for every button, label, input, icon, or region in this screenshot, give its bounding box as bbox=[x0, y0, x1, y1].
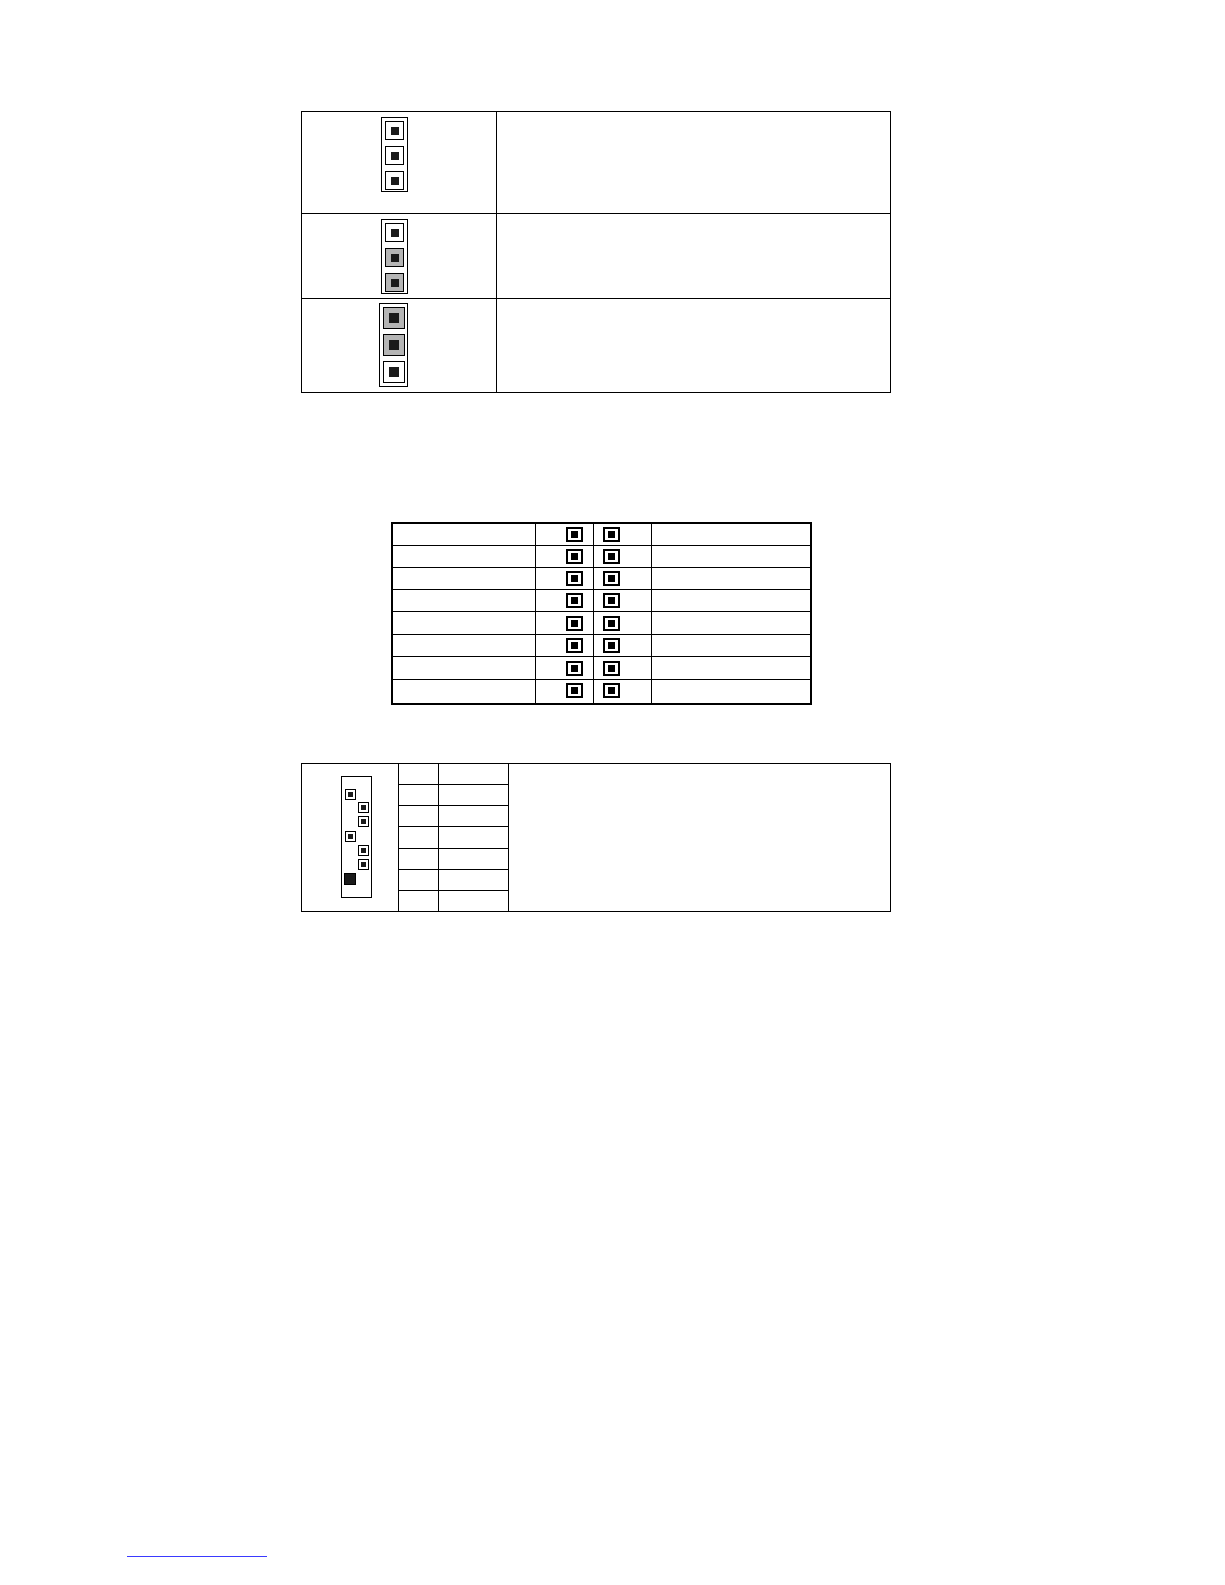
column-divider bbox=[398, 764, 399, 911]
connector-pin bbox=[358, 845, 369, 856]
connector-pin bbox=[358, 802, 369, 813]
pin-header-row bbox=[393, 568, 810, 590]
pin-header-row bbox=[393, 658, 810, 680]
jumper-pin bbox=[385, 171, 404, 190]
connector-pin bbox=[358, 816, 369, 827]
header-pin bbox=[566, 683, 583, 698]
row-divider bbox=[398, 869, 508, 870]
column-divider bbox=[496, 299, 497, 392]
jumper-pin-shunted bbox=[385, 248, 404, 267]
jumper-pin bbox=[385, 223, 404, 242]
column-divider bbox=[496, 214, 497, 298]
pin-header-row bbox=[393, 613, 810, 635]
row-divider bbox=[398, 890, 508, 891]
jumper-3pin-short-1-2 bbox=[379, 303, 408, 387]
header-pin bbox=[603, 549, 620, 564]
jumper-pin bbox=[385, 146, 404, 165]
jumper-3pin-short-2-3 bbox=[381, 219, 408, 294]
pin-header-row bbox=[393, 590, 810, 612]
header-pin bbox=[603, 616, 620, 631]
footnote-separator bbox=[127, 1556, 267, 1557]
pin-header-row bbox=[393, 524, 810, 546]
connector-pin-key bbox=[344, 873, 356, 885]
jumper-pin bbox=[383, 361, 405, 383]
jumper-setting-row bbox=[302, 214, 890, 299]
header-pin bbox=[603, 638, 620, 653]
connector-table bbox=[301, 763, 891, 912]
header-pin bbox=[566, 549, 583, 564]
header-pin bbox=[566, 661, 583, 676]
jumper-pin-shunted bbox=[385, 273, 404, 292]
header-pin bbox=[603, 683, 620, 698]
jumper-setting-row bbox=[302, 299, 890, 392]
jumper-pin-shunted bbox=[383, 307, 405, 329]
header-pin bbox=[603, 593, 620, 608]
row-divider bbox=[398, 848, 508, 849]
column-divider bbox=[438, 764, 439, 911]
jumper-pin bbox=[385, 121, 404, 140]
connector-pin bbox=[345, 831, 356, 842]
connector-pin bbox=[358, 859, 369, 870]
header-pin bbox=[603, 661, 620, 676]
jumper-pin-shunted bbox=[383, 334, 405, 356]
connector-pin bbox=[345, 789, 356, 800]
jumper-3pin-open bbox=[381, 117, 408, 192]
jumper-setting-table bbox=[301, 111, 891, 393]
row-divider bbox=[398, 784, 508, 785]
pin-header-row bbox=[393, 546, 810, 568]
column-divider bbox=[508, 764, 509, 911]
pin-header-row bbox=[393, 635, 810, 657]
column-divider bbox=[496, 112, 497, 213]
connector-housing bbox=[341, 776, 372, 898]
pin-header-row bbox=[393, 680, 810, 702]
header-pin bbox=[603, 527, 620, 542]
header-pin bbox=[566, 593, 583, 608]
pin-header-table bbox=[391, 522, 812, 705]
jumper-setting-row bbox=[302, 112, 890, 214]
header-pin bbox=[566, 571, 583, 586]
row-divider bbox=[398, 805, 508, 806]
header-pin bbox=[566, 527, 583, 542]
header-pin bbox=[566, 616, 583, 631]
header-pin bbox=[603, 571, 620, 586]
row-divider bbox=[398, 826, 508, 827]
header-pin bbox=[566, 638, 583, 653]
